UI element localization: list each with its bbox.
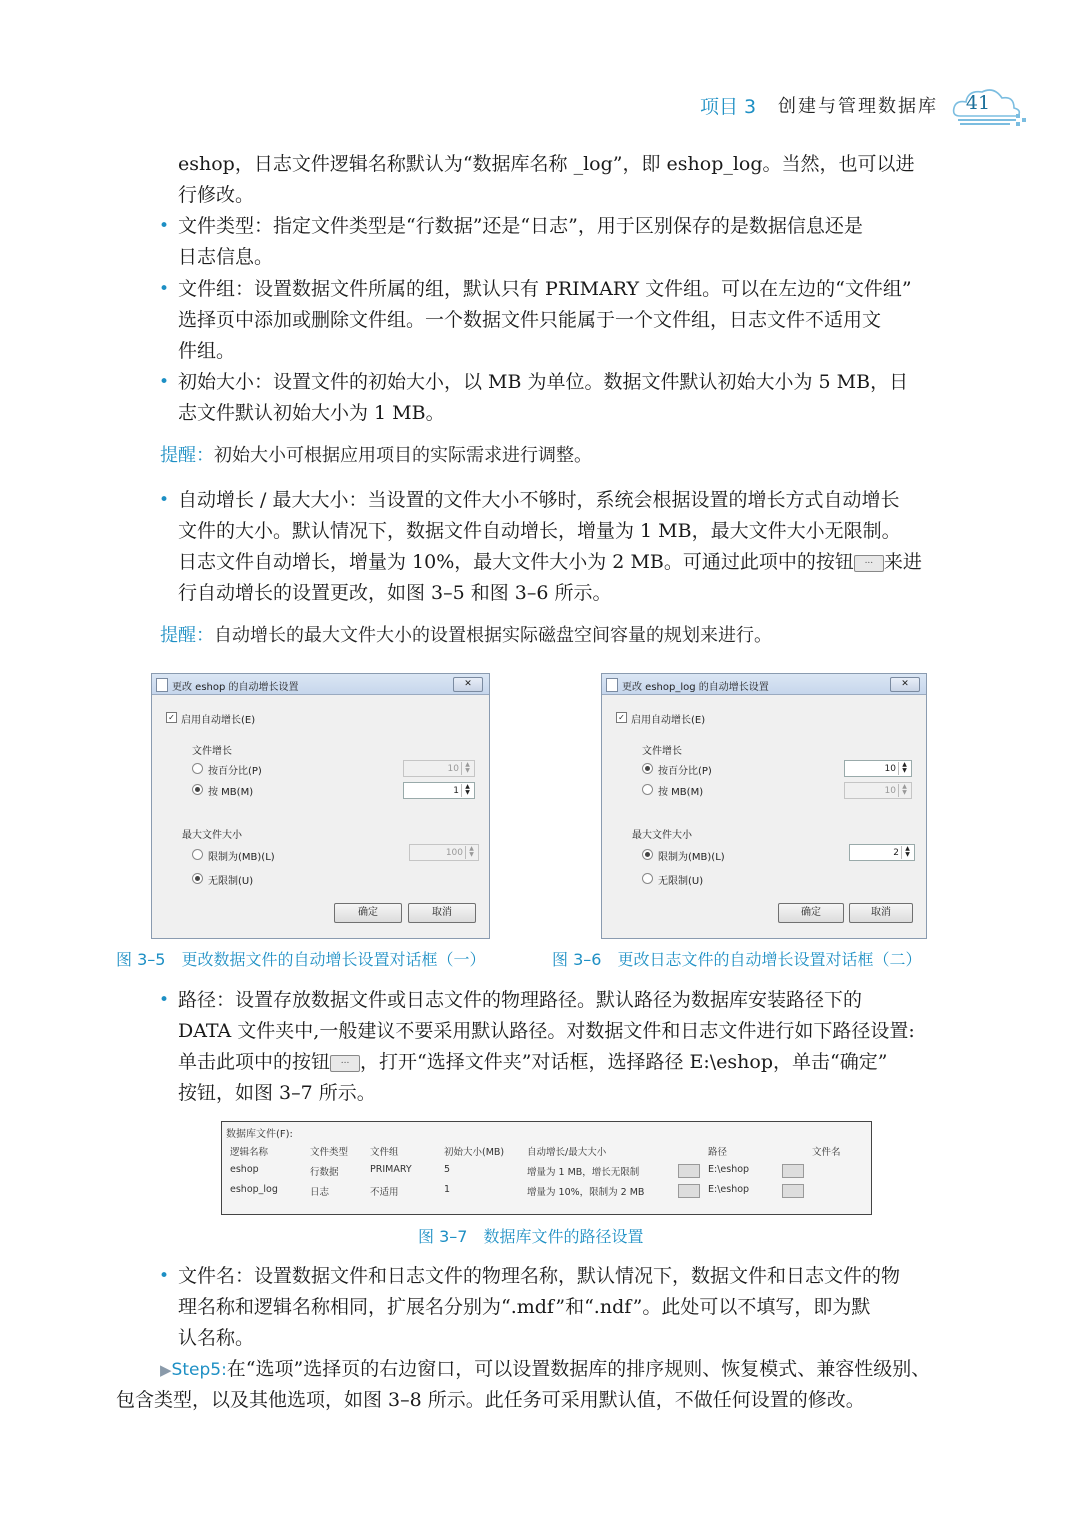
spin-arrows-icon: ▲ ▼ bbox=[898, 784, 910, 797]
text-line: 路径：设置存放数据文件或日志文件的物理路径。默认路径为数据库安装路径下的 bbox=[178, 989, 863, 1011]
bullet-dot: • bbox=[159, 490, 170, 510]
bullet-file-type bbox=[159, 211, 863, 273]
figure-caption-3-6: 图 3–6 更改日志文件的自动增长设置对话框（二） bbox=[552, 950, 922, 969]
text-line: 日志信息。 bbox=[178, 246, 274, 268]
text-line: DATA 文件夹中,一般建议不要采用默认路径。对数据文件和日志文件进行如下路径设置: bbox=[178, 1020, 915, 1042]
text-line: 文件类型：指定文件类型是“行数据”还是“日志”，用于区别保存的是数据信息还是 bbox=[178, 215, 863, 237]
figure-caption-3-7: 图 3–7 数据库文件的路径设置 bbox=[418, 1227, 644, 1246]
bullet-dot: • bbox=[159, 372, 170, 392]
step5-line1: ▶Step5:在“选项”选择页的右边窗口，可以设置数据库的排序规则、恢复模式、兼容性级别、 bbox=[160, 1358, 931, 1380]
spin-arrows-icon: ▲ ▼ bbox=[465, 846, 477, 859]
cancel-button[interactable]: 取消 bbox=[849, 903, 913, 923]
grid-cell[interactable]: 不适用 bbox=[370, 1187, 399, 1198]
text-line: 自动增长 / 最大大小：当设置的文件大小不够时，系统会根据设置的增长方式自动增长 bbox=[178, 489, 900, 511]
tip-text: 自动增长的最大文件大小的设置根据实际磁盘空间容量的规划来进行。 bbox=[214, 625, 772, 646]
close-button[interactable]: ✕ bbox=[453, 677, 483, 692]
spin-arrows-icon: ▲ ▼ bbox=[461, 762, 473, 775]
group-label: 最大文件大小 bbox=[182, 830, 242, 841]
radio-label: 按百分比(P) bbox=[208, 766, 262, 777]
column-header: 路径 bbox=[708, 1147, 728, 1158]
dialog-titlebar bbox=[602, 674, 926, 695]
autogrowth-dialog-eshop bbox=[151, 673, 490, 939]
column-header: 文件类型 bbox=[310, 1147, 349, 1158]
text-line: 行自动增长的设置更改，如图 3–5 和图 3–6 所示。 bbox=[178, 582, 612, 604]
ok-button[interactable]: 确定 bbox=[334, 903, 402, 923]
header-title: 创建与管理数据库 bbox=[778, 96, 938, 117]
paragraph-logical-name bbox=[178, 149, 915, 211]
bullet-dot: • bbox=[159, 216, 170, 236]
tip-initial-size bbox=[160, 441, 592, 471]
column-header: 自动增长/最大大小 bbox=[527, 1147, 607, 1158]
percent-spinbox[interactable]: 10 ▲ ▼ bbox=[844, 760, 912, 777]
group-label: 文件增长 bbox=[192, 746, 232, 757]
enable-autogrowth-checkbox[interactable]: ✓ bbox=[616, 712, 627, 723]
ellipsis-button-icon: ... bbox=[330, 1055, 360, 1072]
grid-cell[interactable]: 日志 bbox=[310, 1187, 330, 1198]
percent-spinbox[interactable]: 10 ▲ ▼ bbox=[403, 760, 475, 777]
radio-label: 按 MB(M) bbox=[208, 787, 254, 798]
grid-cell[interactable]: 5 bbox=[444, 1164, 451, 1175]
page-number: 41 bbox=[965, 92, 991, 114]
grid-cell[interactable]: eshop bbox=[230, 1164, 259, 1175]
text-line: 认名称。 bbox=[178, 1327, 255, 1349]
bullet-dot: • bbox=[159, 279, 170, 299]
percent-radio[interactable] bbox=[642, 763, 653, 774]
limit-spinbox[interactable]: 100 ▲ ▼ bbox=[409, 844, 479, 861]
text-line: 日志文件自动增长，增量为 10%，最大文件大小为 2 MB。可通过此项中的按钮 ... 来进 bbox=[178, 551, 922, 573]
grid-cell[interactable]: E:\eshop bbox=[708, 1184, 750, 1195]
dialog-title: 更改 eshop 的自动增长设置 bbox=[172, 682, 299, 693]
group-label: 文件增长 bbox=[642, 746, 682, 757]
tip-max-size bbox=[160, 621, 772, 651]
tip-text: 初始大小可根据应用项目的实际需求进行调整。 bbox=[214, 445, 592, 466]
text-line: 选择页中添加或删除文件组。一个数据文件只能属于一个文件组，日志文件不适用文 bbox=[178, 309, 882, 331]
text-line: 件组。 bbox=[178, 340, 236, 362]
mb-spinbox[interactable]: 10 ▲ ▼ bbox=[844, 782, 912, 799]
spin-arrows-icon: ▲ ▼ bbox=[901, 846, 913, 859]
dialog-titlebar bbox=[152, 674, 489, 695]
path-ellipsis-button[interactable] bbox=[782, 1164, 804, 1178]
bullet-path bbox=[159, 985, 915, 1109]
grid-cell[interactable]: 增量为 1 MB，增长无限制 bbox=[527, 1167, 640, 1178]
group-label: 最大文件大小 bbox=[632, 830, 692, 841]
enable-autogrowth-checkbox[interactable]: ✓ bbox=[166, 712, 177, 723]
database-files-grid bbox=[221, 1121, 872, 1215]
spin-arrows-icon: ▲ ▼ bbox=[461, 784, 473, 797]
column-header: 逻辑名称 bbox=[230, 1147, 269, 1158]
text-line: 志文件默认初始大小为 1 MB。 bbox=[178, 402, 445, 424]
grid-title: 数据库文件(F): bbox=[226, 1129, 293, 1140]
spin-arrows-icon: ▲ ▼ bbox=[898, 762, 910, 775]
bullet-autogrowth bbox=[159, 485, 922, 609]
bullet-file-name bbox=[159, 1261, 901, 1354]
ok-button[interactable]: 确定 bbox=[778, 903, 844, 923]
text-line: 理名称和逻辑名称相同，扩展名分别为“.mdf”和“.ndf”。此处可以不填写，即为默 bbox=[178, 1296, 871, 1318]
text-line: 单击此项中的按钮 ... ，打开“选择文件夹”对话框，选择路径 E:\eshop，单击“确定” bbox=[178, 1051, 888, 1073]
bullet-dot: • bbox=[159, 1266, 170, 1286]
radio-label: 按 MB(M) bbox=[658, 787, 704, 798]
ellipsis-button-icon: ... bbox=[854, 555, 884, 572]
text-line: eshop，日志文件逻辑名称默认为“数据库名称 _log”，即 eshop_log。当然，也可以进 bbox=[178, 153, 915, 175]
radio-label: 限制为(MB)(L) bbox=[658, 852, 725, 863]
bullet-dot: • bbox=[159, 990, 170, 1010]
bullet-filegroup bbox=[159, 274, 912, 367]
text-line: 按钮，如图 3–7 所示。 bbox=[178, 1082, 376, 1104]
autogrowth-ellipsis-button[interactable] bbox=[678, 1164, 700, 1178]
close-button[interactable]: ✕ bbox=[890, 677, 920, 692]
page-header bbox=[0, 78, 1088, 138]
mb-radio[interactable] bbox=[192, 784, 203, 795]
autogrowth-dialog-eshop-log bbox=[601, 673, 927, 939]
bullet-initial-size bbox=[159, 367, 909, 429]
cancel-button[interactable]: 取消 bbox=[408, 903, 476, 923]
unlimited-radio[interactable] bbox=[642, 873, 653, 884]
limit-radio[interactable] bbox=[642, 849, 653, 860]
text-line: 行修改。 bbox=[178, 184, 255, 206]
document-icon bbox=[606, 678, 618, 692]
text-line: 文件的大小。默认情况下，数据文件自动增长，增量为 1 MB，最大文件大小无限制。 bbox=[178, 520, 901, 542]
text-line: 初始大小：设置文件的初始大小，以 MB 为单位。数据文件默认初始大小为 5 MB，日 bbox=[178, 371, 909, 393]
column-header: 初始大小(MB) bbox=[444, 1147, 505, 1158]
grid-cell[interactable]: 增量为 10%，限制为 2 MB bbox=[527, 1187, 645, 1198]
radio-label: 无限制(U) bbox=[658, 876, 704, 887]
column-header: 文件组 bbox=[370, 1147, 399, 1158]
document-icon bbox=[156, 678, 168, 692]
dialog-title: 更改 eshop_log 的自动增长设置 bbox=[622, 682, 769, 693]
grid-cell[interactable]: 1 bbox=[444, 1184, 451, 1195]
path-ellipsis-button[interactable] bbox=[782, 1184, 804, 1198]
checkbox-label: 启用自动增长(E) bbox=[631, 715, 706, 726]
header-project: 项目 3 bbox=[700, 96, 757, 118]
grid-cell[interactable]: eshop_log bbox=[230, 1184, 278, 1195]
radio-label: 限制为(MB)(L) bbox=[208, 852, 275, 863]
play-icon: ▶ bbox=[160, 1361, 172, 1379]
tip-label: 提醒： bbox=[160, 445, 214, 466]
column-header: 文件名 bbox=[812, 1147, 841, 1158]
grid-cell[interactable]: 行数据 bbox=[310, 1167, 339, 1178]
radio-label: 无限制(U) bbox=[208, 876, 254, 887]
text-line: 文件名：设置数据文件和日志文件的物理名称，默认情况下，数据文件和日志文件的物 bbox=[178, 1265, 901, 1287]
mb-spinbox[interactable]: 1 ▲ ▼ bbox=[403, 782, 475, 799]
figure-caption-3-5: 图 3–5 更改数据文件的自动增长设置对话框（一） bbox=[116, 950, 486, 969]
unlimited-radio[interactable] bbox=[192, 873, 203, 884]
radio-label: 按百分比(P) bbox=[658, 766, 712, 777]
limit-spinbox[interactable]: 2 ▲ ▼ bbox=[849, 844, 915, 861]
step-label: Step5: bbox=[171, 1360, 227, 1380]
autogrowth-ellipsis-button[interactable] bbox=[678, 1184, 700, 1198]
grid-cell[interactable]: PRIMARY bbox=[370, 1164, 412, 1175]
checkbox-label: 启用自动增长(E) bbox=[181, 715, 256, 726]
step5-line2: 包含类型，以及其他选项，如图 3–8 所示。此任务可采用默认值，不做任何设置的修改。 bbox=[116, 1389, 865, 1411]
text-line: 文件组：设置数据文件所属的组，默认只有 PRIMARY 文件组。可以在左边的“文件组” bbox=[178, 278, 912, 300]
mb-radio[interactable] bbox=[642, 784, 653, 795]
limit-radio[interactable] bbox=[192, 849, 203, 860]
grid-cell[interactable]: E:\eshop bbox=[708, 1164, 750, 1175]
tip-label: 提醒： bbox=[160, 625, 214, 646]
percent-radio[interactable] bbox=[192, 763, 203, 774]
